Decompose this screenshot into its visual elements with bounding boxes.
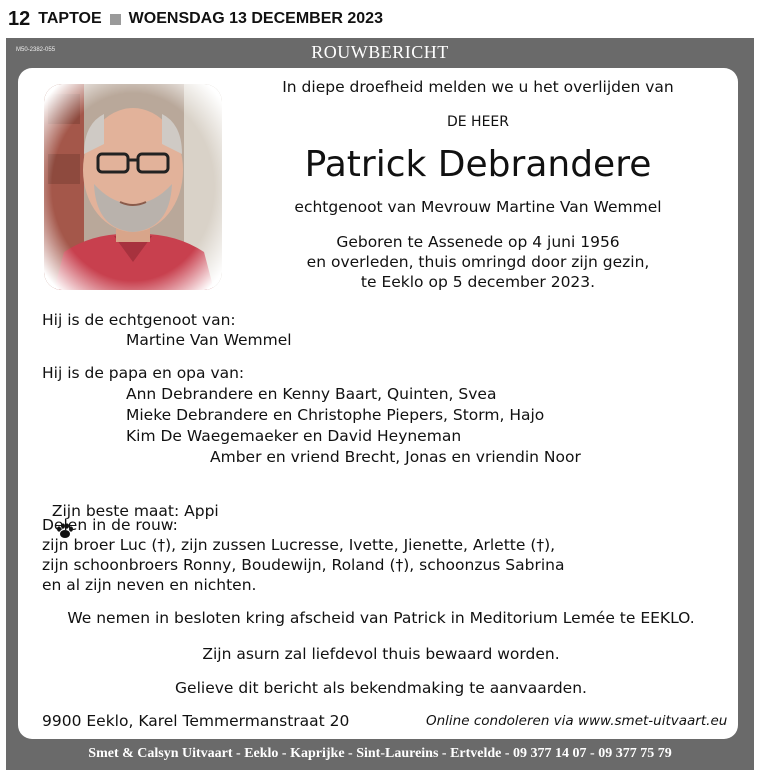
birth-line-2: en overleden, thuis omringd door zijn gezin,: [306, 253, 650, 271]
family-heading: Hij is de papa en opa van:: [42, 364, 245, 382]
family-line: Amber en vriend Brecht, Jonas en vriendin Noor: [210, 448, 581, 466]
mourners-line: en al zijn neven en nichten.: [42, 576, 257, 594]
urn-line: Zijn asurn zal liefdevol thuis bewaard worden.: [202, 645, 560, 663]
birth-death-info: [258, 232, 698, 292]
acknowledge-line: Gelieve dit bericht als bekendmaking te aanvaarden.: [175, 679, 587, 697]
mourners-heading: Delen in de rouw:: [42, 516, 178, 534]
farewell-line: We nemen in besloten kring afscheid van Patrick in Meditorium Lemée te EEKLO.: [67, 609, 695, 627]
spouse-line: echtgenoot van Mevrouw Martine Van Wemmel: [294, 198, 662, 216]
mourners-line: zijn schoonbroers Ronny, Boudewijn, Roland (†), schoonzus Sabrina: [42, 556, 565, 574]
salutation: DE HEER: [446, 114, 510, 130]
frame-title: ROUWBERICHT: [311, 42, 449, 62]
birth-line-3: te Eeklo op 5 december 2023.: [360, 273, 596, 291]
spouse-name: Martine Van Wemmel: [126, 331, 292, 349]
deceased-name: Patrick Debrandere: [304, 144, 652, 185]
spouse-heading: Hij is de echtgenoot van:: [42, 311, 236, 329]
publication-date: WOENSDAG 13 DECEMBER 2023: [128, 10, 383, 27]
online-condolence-link[interactable]: Online condoleren via www.smet-uitvaart.eu: [426, 713, 728, 729]
birth-line-1: Geboren te Assenede op 4 juni 1956: [336, 233, 620, 251]
best-friend-text: Zijn beste maat: Appi: [51, 502, 219, 520]
funeral-home-footer: Smet & Calsyn Uitvaart - Eeklo - Kaprijke - Sint-Laureins - Ertvelde - 09 377 14 07 - 09 377 75 79: [88, 746, 672, 761]
family-line: Ann Debrandere en Kenny Baart, Quinten, Svea: [126, 385, 497, 403]
ad-code: M50-2382-055: [16, 47, 56, 53]
address: 9900 Eeklo, Karel Temmermanstraat 20: [42, 712, 350, 730]
page-number: 12: [8, 7, 31, 30]
square-icon: [110, 14, 121, 25]
intro-line: In diepe droefheid melden we u het overlijden van: [282, 78, 674, 96]
family-line: Kim De Waegemaeker en David Heyneman: [126, 427, 462, 445]
mourners-line: zijn broer Luc (†), zijn zussen Lucresse, Ivette, Jienette, Arlette (†),: [42, 536, 556, 554]
portrait-photo: [44, 84, 222, 290]
publication-name: TAPTOE: [38, 10, 102, 27]
portrait-illustration: [44, 84, 222, 290]
page-header: [8, 6, 383, 32]
family-line: Mieke Debrandere en Christophe Piepers, Storm, Hajo: [126, 406, 545, 424]
